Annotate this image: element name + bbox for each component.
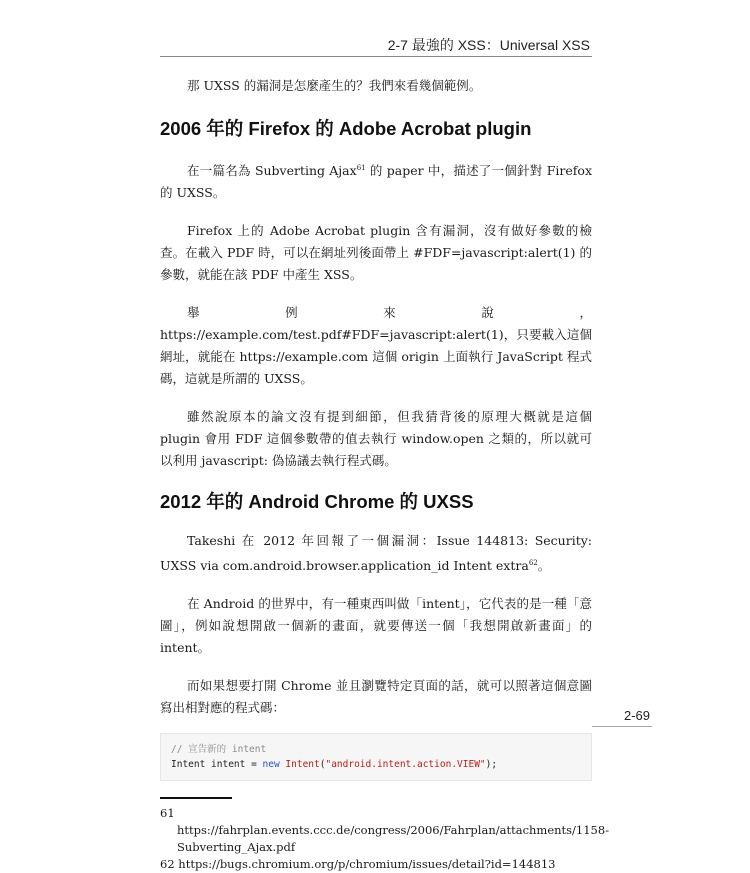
code-text: ); — [485, 759, 498, 771]
section-title-firefox: 2006 年的 Firefox 的 Adobe Acrobat plugin — [160, 118, 532, 139]
paragraph-subverting-ajax — [160, 157, 592, 204]
page-number-rule — [592, 726, 652, 727]
paragraph-text: 的 paper 中，描述了一個針對 Firefox 的 UXSS。 — [160, 163, 592, 201]
footnote-rule — [160, 797, 232, 799]
code-comment: // 宣告新的 intent — [171, 744, 267, 756]
paragraph-text: 。 — [537, 558, 551, 574]
footnote-ref-62[interactable]: 62 — [528, 559, 538, 568]
page-content — [160, 75, 610, 873]
paragraph-explanation: 雖然說原本的論文沒有提到細節，但我猜背後的原理大概就是這個 plugin 會用 FDF 這個參數帶的值去執行 window.open 之類的，所以就可以利用 javascript: 偽協議去執行程式碼。 — [160, 409, 592, 469]
paragraph-takeshi — [160, 530, 592, 577]
code-string: "android.intent.action.VIEW" — [325, 759, 486, 771]
section-title-android: 2012 年的 Android Chrome 的 UXSS — [160, 491, 474, 513]
intro-paragraph: 那 UXSS 的漏洞是怎麼產生的？我們來看幾個範例。 — [187, 78, 482, 93]
page-number: 2-69 — [623, 708, 650, 723]
code-keyword: new — [262, 759, 280, 771]
header-rule — [160, 56, 592, 57]
running-head: 2-7 最強的 XSS：Universal XSS — [387, 37, 590, 53]
paragraph-example: 舉例來說，https://example.com/test.pdf#FDF=javascript:alert(1)，只要載入這個網址，就能在 https://example.com 這個 origin 上面執行 JavaScript 程式碼，這就是所謂的 UXSS。 — [160, 305, 592, 387]
footnote-62: 62 https://bugs.chromium.org/p/chromium/issues/detail?id=144813 — [160, 857, 556, 872]
code-text: ( — [319, 759, 326, 771]
paragraph-text: Takeshi 在 2012 年回報了一個漏洞：Issue 144813: Security: UXSS via com.android.browser.application_id Intent extra — [160, 533, 592, 574]
paragraph-text: 在一篇名為 Subverting Ajax — [187, 163, 357, 179]
code-class-name: Intent — [285, 759, 320, 771]
paragraph-acrobat-vuln: Firefox 上的 Adobe Acrobat plugin 含有漏洞，沒有做好參數的檢查。在載入 PDF 時，可以在網址列後面帶上 #FDF=javascript:alert(1) 的參數，就能在該 PDF 中產生 XSS。 — [160, 223, 592, 283]
code-line — [171, 757, 581, 772]
paragraph-intent: 在 Android 的世界中，有一種東西叫做「intent」，它代表的是一種「意圖」，例如說想開啟一個新的畫面，就要傳送一個「我想開啟新畫面」的 intent。 — [160, 596, 592, 656]
code-text: Intent intent = — [171, 759, 263, 771]
footnote-ref-61[interactable]: 61 — [356, 164, 366, 172]
code-block — [160, 733, 592, 781]
paragraph-open-chrome: 而如果想要打開 Chrome 並且瀏覽特定頁面的話，就可以照著這個意圖寫出相對應的程式碼： — [160, 678, 592, 716]
footnote-61: 61 https://fahrplan.events.ccc.de/congress/2006/Fahrplan/attachments/1158-Subverting_Ajax.pdf — [160, 806, 610, 855]
